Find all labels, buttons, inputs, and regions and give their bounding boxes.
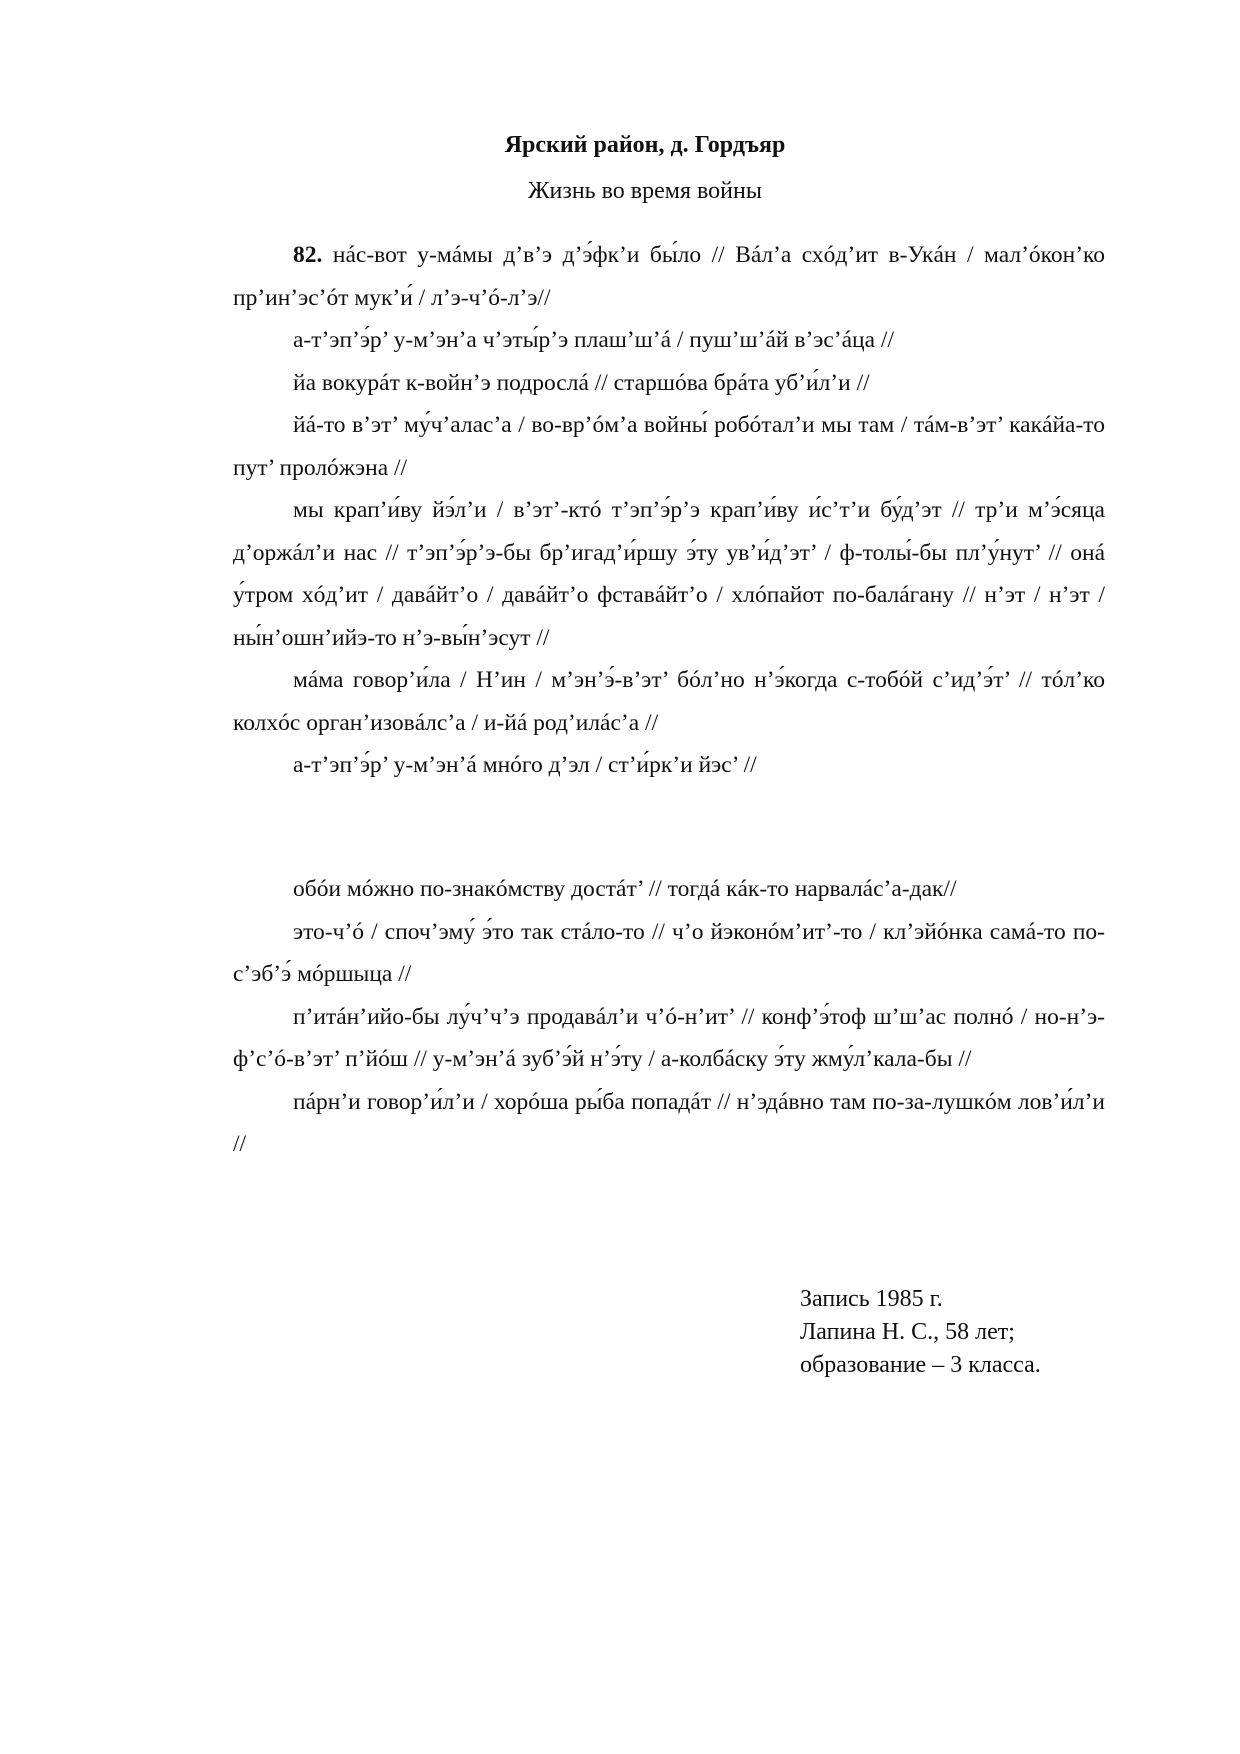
transcript-section-1 [233, 234, 1105, 787]
signature-line: Запись 1985 г. [800, 1286, 943, 1312]
transcript-paragraph [233, 234, 1105, 319]
transcript-paragraph: йа вокурáт к-войн’э подрослá // старшóва брáта уб’и́л’и // [293, 369, 870, 396]
transcript-paragraph: пáрн’и говор’и́л’и / хорóша ры́ба попадáт // н’эдáвно там по-за-лушкóм лов’и́л’и // [233, 1088, 1105, 1157]
signature-line: образование – 3 класса. [800, 1352, 1041, 1378]
transcript-paragraph: йá-то в’эт’ му́ч’алас’а / во-вр’óм’а войны́ робóтал’и мы там / тáм-в’эт’ какáйа-то пут’ пролóжэна // [233, 412, 1105, 481]
entry-number: 82. [293, 242, 323, 268]
signature-line: Лапина Н. С., 58 лет; [800, 1319, 1015, 1345]
document-title: Ярский район, д. Гордъяр [504, 132, 786, 158]
transcript-paragraph: это-ч’ó / споч’эму́ э́то так стáло-то // ч’о йэконóм’ит’-то / кл’эйóнка самá-то по-с’эб’э́ мóршыца // [233, 918, 1105, 987]
document-subtitle: Жизнь во время войны [528, 178, 762, 204]
transcript-paragraph: а-т’эп’э́р’ у-м’эн’á мнóго д’эл / ст’и́рк’и йэс’ // [293, 752, 757, 778]
recording-signature [800, 1283, 1041, 1382]
transcript-paragraph: а-т’эп’э́р’ у-м’эн’а ч’эты́р’э плаш’ш’á / пуш’ш’áй в’эс’áца // [293, 327, 894, 353]
paragraph-text: нác-вот у-мáмы д’в’э д’э́фк’и бы́ло // Вáл’а схóд’ит в-Укáн / мал’óкон’ко пр’ин’эс’óт мук’и́ / л’э-ч’ó-л’э// [233, 242, 1106, 311]
transcript-section-2 [233, 868, 1105, 1166]
transcript-paragraph: п’итáн’ийо-бы лу́ч’ч’э продавáл’и ч’ó-н’ит’ // конф’э́тоф ш’ш’ас полнó / но-н’э-ф’с’ó-в’эт’ п’йóш // у-м’эн’á зуб’э́й н’э́ту / а-колбáску э́ту жму́л’кала-бы // [233, 1003, 1105, 1072]
transcript-paragraph: мáма говор’и́ла / Н’ин / м’эн’э́-в’эт’ бóл’но н’э́когда с-тобóй с’ид’э́т’ // тóл’ко колхóс орган’изовáлс’а / и-йá род’илáс’а // [233, 667, 1105, 736]
transcript-paragraph: мы крап’и́ву йэ́л’и / в’эт’-ктó т’эп’э́р’э крап’и́ву и́с’т’и бу́д’эт // тр’и м’э́сяца д’оржáл’и нас // т’эп’э́р’э-бы бр’игад’и́ршу э́ту ув’и́д’эт’ / ф-толы́-бы пл’у́нут’ // онá у́тром хóд’ит / давáйт’о / давáйт’о фставáйт’о / хлóпайот по-балáгану // н’эт / н’эт / ны́н’ошн’ийэ-то н’э-вы́н’эсут // [233, 497, 1105, 651]
transcript-paragraph: обóи мóжно по-знакóмству достáт’ // тогдá кáк-то нарвалáс’а-дак// [293, 876, 957, 902]
